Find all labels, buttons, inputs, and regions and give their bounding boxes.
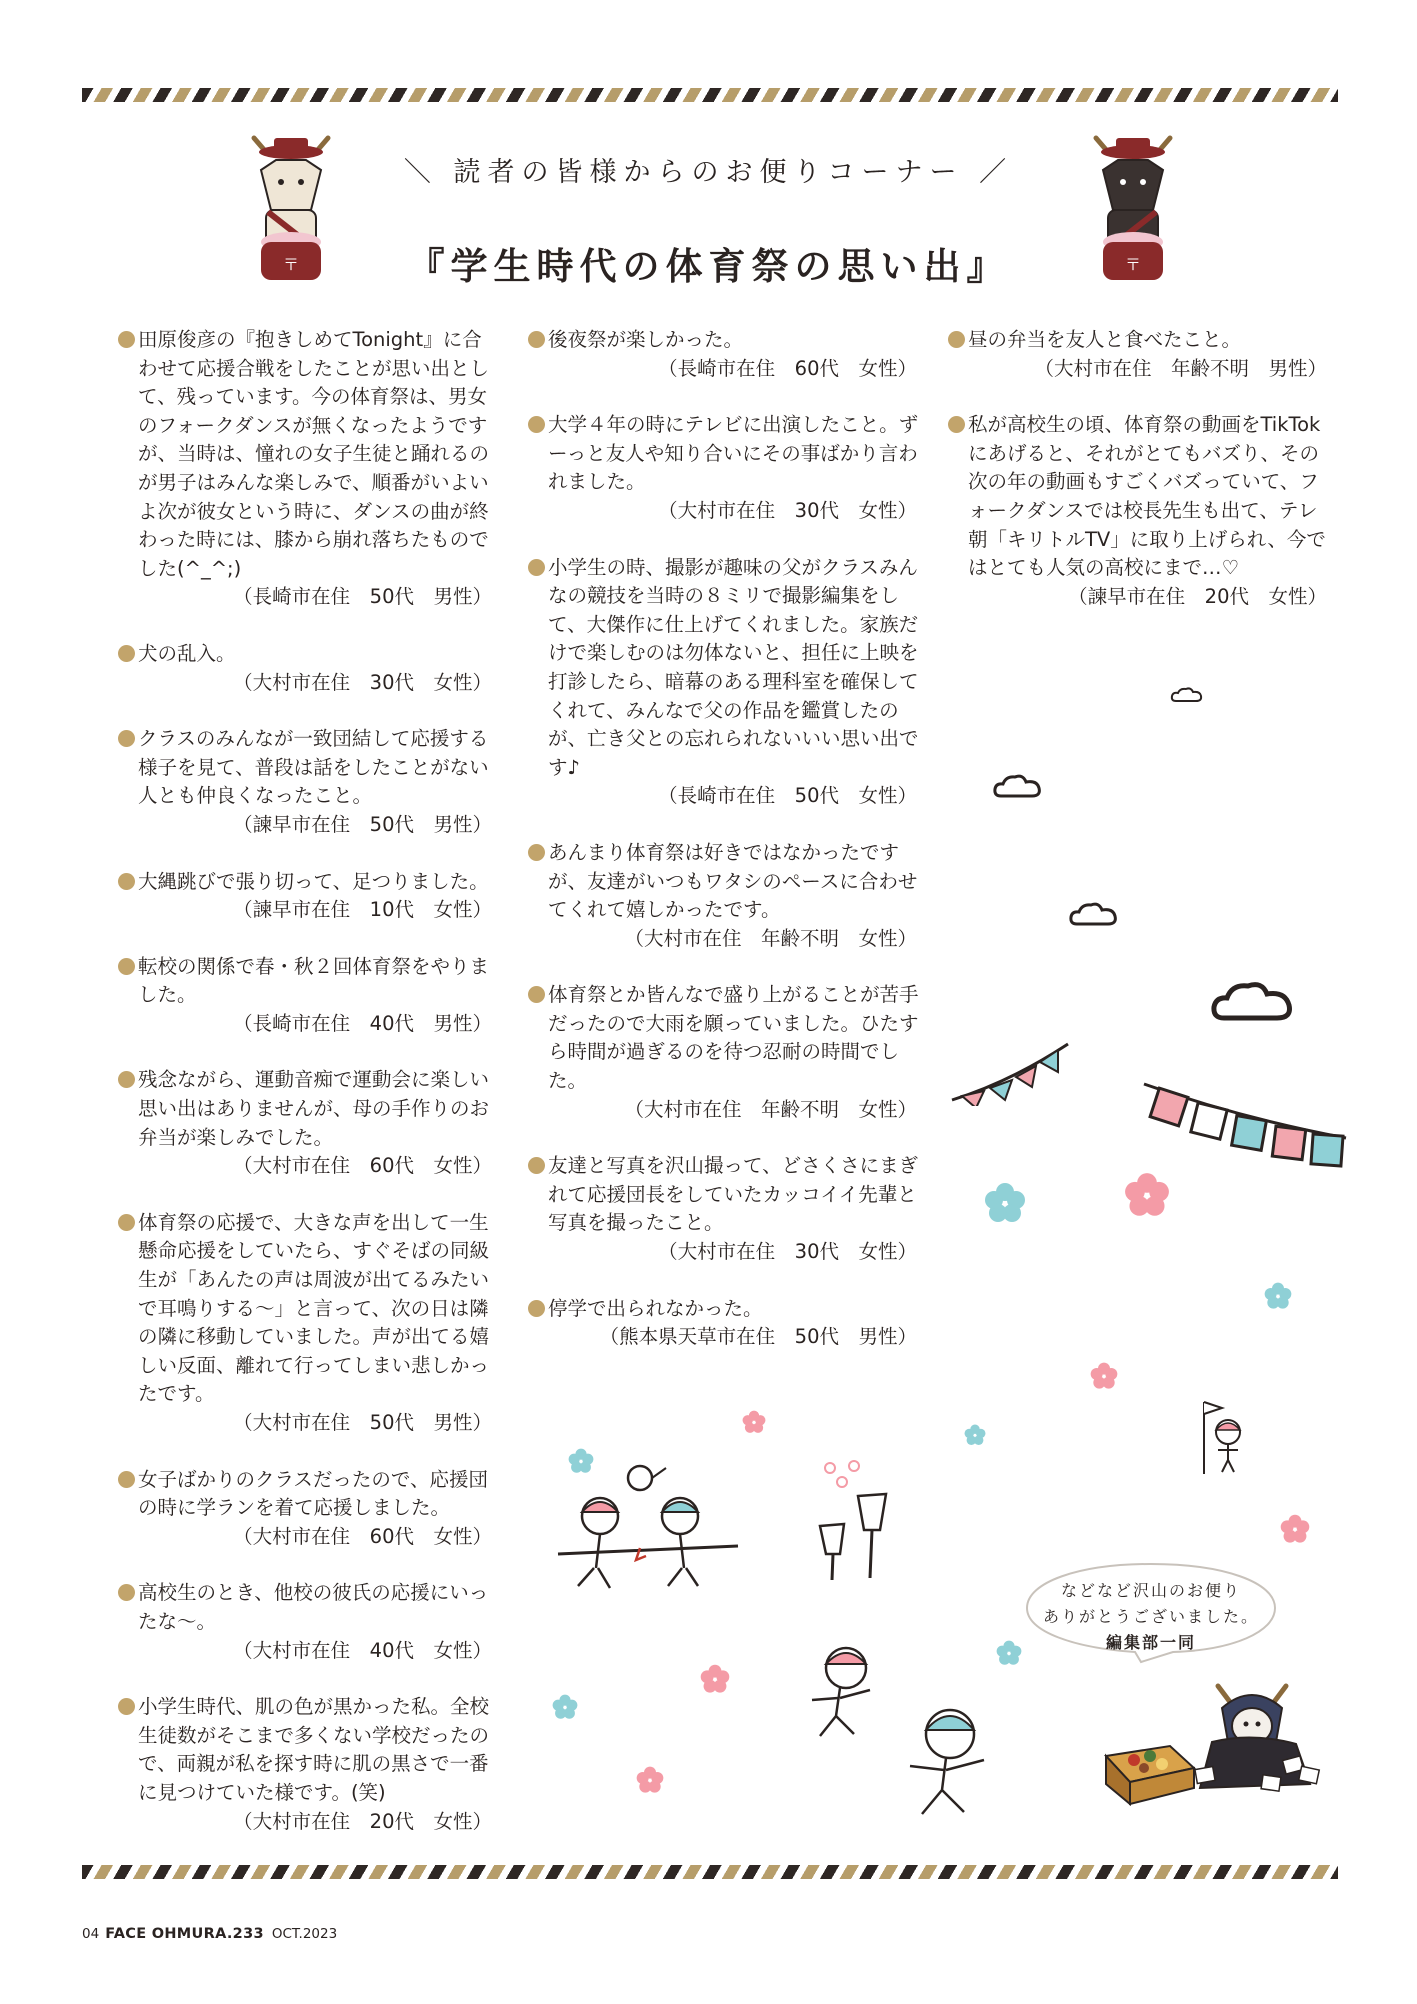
ball-toss-basket-icon xyxy=(812,1460,892,1580)
letter-text: 女子ばかりのクラスだったので、応援団の時に学ランを着て応援しました。 xyxy=(138,1467,489,1520)
page-number: 04 xyxy=(82,1926,100,1942)
letter-item xyxy=(528,1152,923,1266)
bullet-icon xyxy=(118,1584,135,1601)
bullet-icon xyxy=(118,1698,135,1715)
letter-author: （大村市在住 年齢不明 女性） xyxy=(624,1097,917,1121)
letter-text: 小学生の時、撮影が趣味の父がクラスみんなの競技を当時の８ミリで撮影編集をして、大傑作に仕上げてくれました。家族だけで楽しむのは勿体ないと、担任に上映を打診したら、暗幕のある理科室を確保してくれて、みんなで父の作品を鑑賞したのが、亡き父との忘れられないいい思い出です♪ xyxy=(548,555,919,779)
bubble-signature: 編集部一同 xyxy=(1105,1633,1196,1652)
letter-author: （諫早市在住 10代 女性） xyxy=(233,898,492,922)
bullet-icon xyxy=(118,958,135,975)
letter-item xyxy=(528,411,923,525)
bubble-line-2: ありがとうございました。 xyxy=(1042,1607,1259,1626)
bullet-icon xyxy=(118,730,135,747)
tug-of-war-kids-icon xyxy=(548,1456,748,1596)
letter-item xyxy=(118,1209,498,1438)
letters-column-1 xyxy=(118,326,498,1864)
letter-text: 友達と写真を沢山撮って、どさくさにまぎれて応援団長をしていたカッコイイ先輩と写真を撮ったこと。 xyxy=(548,1154,919,1235)
letter-item xyxy=(118,326,498,612)
letter-author: （大村市在住 60代 女性） xyxy=(233,1524,492,1548)
bullet-icon xyxy=(118,873,135,890)
letter-author: （諫早市在住 50代 男性） xyxy=(233,812,492,836)
bunting-icon xyxy=(950,1030,1070,1106)
letter-item xyxy=(528,1295,923,1352)
flower-icon xyxy=(1280,1514,1310,1544)
letter-text: 大縄跳びで張り切って、足つりました。 xyxy=(138,869,489,893)
corner-subtitle: ＼ 読者の皆様からのお便りコーナー ／ xyxy=(403,157,1014,188)
issue-date: OCT.2023 xyxy=(271,1926,338,1942)
running-kid-icon xyxy=(894,1700,1004,1820)
flower-icon xyxy=(1124,1172,1170,1218)
letters-column-2 xyxy=(528,326,923,1380)
letter-text: 犬の乱入。 xyxy=(138,641,236,665)
bullet-icon xyxy=(118,331,135,348)
letter-author: （長崎市在住 50代 男性） xyxy=(233,585,492,609)
svg-text:〒: 〒 xyxy=(282,255,300,274)
letter-text: 昼の弁当を友人と食べたこと。 xyxy=(968,328,1242,351)
flower-icon xyxy=(700,1664,730,1694)
letter-item xyxy=(948,326,1333,383)
flower-icon xyxy=(742,1410,766,1434)
letter-text: 残念ながら、運動音痴で運動会に楽しい思い出はありませんが、母の手作りのお弁当が楽しみでした。 xyxy=(138,1068,490,1149)
letter-item xyxy=(528,839,923,953)
letter-author: （大村市在住 50代 男性） xyxy=(233,1411,492,1434)
bullet-icon xyxy=(528,416,545,433)
letter-item xyxy=(118,868,498,925)
cloud-icon xyxy=(1170,686,1204,704)
letter-author: （長崎市在住 40代 男性） xyxy=(233,1011,492,1035)
bullet-icon xyxy=(118,645,135,662)
letter-author: （大村市在住 60代 女性） xyxy=(233,1154,492,1178)
letter-text: あんまり体育祭は好きではなかったですが、友達がいつもワタシのペースに合わせてくれて嬉しかったです。 xyxy=(548,840,918,922)
letter-text: 小学生時代、肌の色が黒かった私。全校生徒数がそこまで多くない学校だったので、両親が私を探す時に肌の黒さで一番に見つけていた様です。(笑) xyxy=(138,1695,490,1804)
flower-icon xyxy=(964,1424,986,1446)
letter-author: （大村市在住 30代 女性） xyxy=(658,1240,917,1264)
letter-text: 後夜祭が楽しかった。 xyxy=(548,328,744,351)
letter-author: （諫早市在住 20代 女性） xyxy=(1068,584,1327,608)
bento-box-icon xyxy=(1100,1726,1200,1806)
letter-author: （大村市在住 30代 女性） xyxy=(658,498,917,522)
bottom-stripe-border xyxy=(82,1865,1338,1879)
letter-text: 停学で出られなかった。 xyxy=(548,1296,763,1320)
flower-icon xyxy=(996,1640,1022,1666)
letter-author: （大村市在住 20代 女性） xyxy=(233,1809,492,1833)
flower-icon xyxy=(1090,1362,1118,1390)
letter-text: 私が高校生の頃、体育祭の動画をTikTokにあげると、それがとてもバズり、その次の年の動画もすごくバズっていて、フォークダンスでは校長先生も出て、テレ朝「キリトルTV」に取り上げられ、今ではとても人気の高校にまで…♡ xyxy=(968,413,1326,580)
letter-item xyxy=(528,326,923,383)
letter-text: 大学４年の時にテレビに出演したこと。ずーっと友人や知り合いにその事ばかり言われました。 xyxy=(548,413,919,494)
bullet-icon xyxy=(528,1157,545,1174)
cloud-icon xyxy=(992,772,1044,800)
letter-text: 田原俊彦の『抱きしめてTonight』に合わせて応援合戦をしたことが思い出として、残っています。今の体育祭は、男女のフォークダンスが無くなったようですが、当時は、憧れの女子生徒と踊れるのが男子はみんな楽しみで、順番がいよいよ次が彼女という時に、ダンスの曲が終わった時には、膝から崩れ落ちたものでした(^_^;) xyxy=(138,328,490,580)
letter-author: （長崎市在住 50代 女性） xyxy=(658,784,917,808)
letter-item xyxy=(118,1579,498,1665)
letter-item xyxy=(118,725,498,839)
bullet-icon xyxy=(528,559,545,576)
letter-item xyxy=(118,1466,498,1552)
letters-column-3 xyxy=(948,326,1333,639)
bullet-icon xyxy=(528,986,545,1003)
letter-item xyxy=(118,640,498,697)
letter-author: （長崎市在住 60代 女性） xyxy=(658,356,917,380)
flag-kid-icon xyxy=(1192,1398,1252,1476)
letter-item xyxy=(118,953,498,1039)
letter-item xyxy=(948,411,1333,611)
page-footer xyxy=(82,1926,337,1942)
cloud-icon xyxy=(1068,900,1120,928)
letter-text: 高校生のとき、他校の彼氏の応援にいったな〜。 xyxy=(138,1581,489,1633)
magazine-brand: FACE OHMURA.233 xyxy=(105,1926,264,1942)
letter-item xyxy=(528,554,923,811)
flower-icon xyxy=(984,1182,1026,1224)
bunting-icon xyxy=(1140,1078,1350,1178)
letter-author: （大村市在住 30代 女性） xyxy=(233,670,492,694)
letter-text: 転校の関係で春・秋２回体育祭をやりました。 xyxy=(138,954,490,1007)
letter-text: 体育祭の応援で、大きな声を出して一生懸命応援をしていたら、すぐそばの同級生が「あんたの声は周波が出てるみたいで耳鳴りする〜」と言って、次の日は隣の隣に移動していました。声が出てる嬉しい反面、離れて行ってしまい悲しかったです。 xyxy=(138,1210,490,1406)
letter-author: （大村市在住 40代 女性） xyxy=(233,1638,492,1662)
letter-text: クラスのみんなが一致団結して応援する様子を見て、普段は話をしたことがない人とも仲良くなったこと。 xyxy=(138,727,489,808)
letter-item xyxy=(118,1066,498,1180)
letter-item xyxy=(528,981,923,1124)
cloud-icon xyxy=(1210,978,1296,1024)
bullet-icon xyxy=(118,1214,135,1231)
bullet-icon xyxy=(948,331,965,348)
letter-author: （大村市在住 年齢不明 女性） xyxy=(624,926,917,950)
running-kid-icon xyxy=(800,1640,890,1740)
letter-text: 体育祭とか皆んなで盛り上がることが苦手だったので大雨を願っていました。ひたすら時間が過ぎるのを待つ忍耐の時間でした。 xyxy=(548,983,919,1093)
bullet-icon xyxy=(118,1071,135,1088)
bullet-icon xyxy=(528,1300,545,1317)
letter-author: （大村市在住 年齢不明 男性） xyxy=(1034,356,1327,380)
letter-item xyxy=(118,1693,498,1836)
flower-icon xyxy=(1264,1282,1292,1310)
bubble-line-1: などなど沢山のお便り xyxy=(1060,1581,1241,1600)
goat-mascot-icon xyxy=(1192,1672,1332,1798)
flower-icon xyxy=(636,1766,664,1794)
bullet-icon xyxy=(528,844,545,861)
bullet-icon xyxy=(528,331,545,348)
bullet-icon xyxy=(118,1471,135,1488)
top-stripe-border xyxy=(82,88,1338,102)
svg-text:〒: 〒 xyxy=(1124,255,1142,274)
flower-icon xyxy=(552,1694,578,1720)
page-title: 『学生時代の体育祭の思い出』 xyxy=(407,245,1010,288)
bullet-icon xyxy=(948,416,965,433)
thanks-speech-bubble xyxy=(1023,1558,1279,1664)
letter-author: （熊本県天草市在住 50代 男性） xyxy=(599,1325,917,1349)
